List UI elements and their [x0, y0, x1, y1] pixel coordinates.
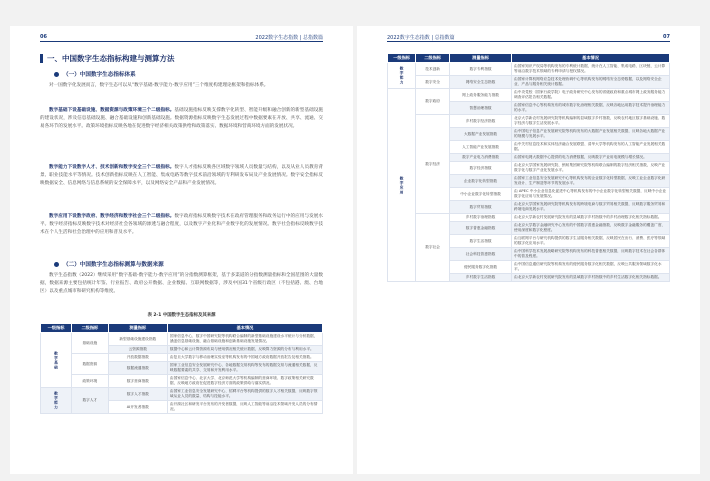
level1-cell: 数字能力: [41, 388, 72, 414]
paragraph: 数字生态指数（2022）继续采用“数字基础-数字能力-数字应用”的分指数测算框架，基于多渠道的分指数测量指标和全国范围的大量数据，数据来源主要包括统计年鉴、行业报告、政府公开数据、企业数据、互联网数据等，涉及中国31个省级行政区（不包括港、澳、台地区）以及重点城市和研究机构等维度。: [40, 273, 323, 295]
description-cell: 由国家工业信息安全发展研究中心、招聘平台等机构提供的数字人才相关数据，反映数字领域从业人员的数量、结构与技能水平。: [167, 388, 322, 401]
running-title: 2022数字生态指数 | 总指数篇: [255, 34, 323, 41]
description-cell: 由中央党校（国家行政学院）电子政务研究中心发布的省级政府和重点城市网上政务服务能力调查评估报告相关数据。: [512, 89, 670, 102]
metric-cell: 新型基础设施建设指数: [108, 333, 167, 346]
description-cell: 由开源社区和研发平台发布的开发者数据，反映人工智能等前沿技术领域开发人员的分布情况。: [167, 401, 322, 414]
metric-cell: 数据流通指数: [108, 362, 167, 375]
left-page: [10, 26, 353, 474]
metric-cell: 数字生活指数: [450, 235, 512, 248]
description-cell: 由国家知识产权局等机构发布的专利统计数据，统计在人工智能、集成电路、区块链、云计算等前沿数字技术领域的专利申请与授权情况。: [512, 63, 670, 76]
description-cell: 由北京大学国家发展研究院等机构发布的跨境电商与数字贸易相关数据，反映数字服务贸易和跨境电商发展水平。: [512, 201, 670, 214]
metric-cell: 数字专利指数: [450, 63, 512, 76]
indicator-table: [40, 323, 323, 414]
level1-cell: 数字能力: [388, 63, 416, 89]
metric-cell: 网络安全生态指数: [450, 76, 512, 89]
bullet-dot-icon: [54, 72, 59, 77]
metric-cell: 社会科技普惠指数: [450, 248, 512, 261]
table-row: [388, 89, 670, 102]
description-cell: 由国家信息中心、北京大学、北京师范大学等机构编制的营商环境、数字政策相关研究数据，反映地方政府在促进数字经济方面的政策供给与落实情况。: [167, 375, 322, 388]
table-header-row: [388, 54, 670, 63]
description-cell: 国家信息中心、数字中国研究院等机构联合编制的新型基础设施建设水平统计与分析数据，涵盖信息基础设施、融合基础设施和创新基础设施发展情况。: [167, 333, 322, 346]
metric-cell: 便民服务数字化指数: [450, 261, 512, 274]
metric-cell: 乡村数字经济指数: [450, 115, 512, 128]
right-page-header: [387, 33, 670, 41]
column-header: 一级指标: [388, 54, 416, 63]
level1-cell: 数字基础: [41, 333, 72, 388]
description-cell: 由 APEC 中小企业信息化促进中心等机构发布的中小企业数字化转型相关数据，反映中小企业数字化应用与发展情况。: [512, 188, 670, 201]
column-header: 基本情况: [167, 324, 322, 333]
metric-cell: 大数据产业发展指数: [450, 128, 512, 141]
description-cell: 由北京大学数字金融研究中心发布的中国数字普惠金融指数，反映数字金融服务的覆盖广度、使用深度和数字化程度。: [512, 222, 670, 235]
section-title: 一、中国数字生态指标构建与测算方法: [40, 53, 175, 64]
metric-cell: 企业数字化转型指数: [450, 175, 512, 188]
metric-cell: 云资源指数: [108, 346, 167, 354]
subsection-heading: （二）中国数字生态指标测算与数据来源: [54, 260, 164, 268]
description-cell: 由国家电网大数据中心提供的电力消费数据，反映数字产业用电规模与增长情况。: [512, 154, 670, 162]
table-row: [41, 375, 323, 388]
description-cell: 由中关村信息技术和实体经济融合发展联盟、清华大学等机构发布的人工智能产业发展相关数据。: [512, 141, 670, 154]
description-cell: 由中国科学技术发展战略研究院等机构发布的科技普惠相关数据，反映数字技术在社会各群体中的普及程度。: [512, 248, 670, 261]
description-cell: 由北京大学新农村发展研究院发布的县域数字乡村指数中的乡村治理数字化相关指标数据。: [512, 214, 670, 222]
description-cell: 数据中心和云计算资源布局与使用情况相关统计数据，反映算力资源的分布与利用水平。: [167, 346, 322, 354]
metric-cell: 乡村数字治理指数: [450, 214, 512, 222]
table-caption: 表 2-1 中国数字生态指标及其来源: [147, 313, 216, 318]
level2-cell: 数据资源: [72, 354, 109, 375]
metric-cell: 开放数据指数: [108, 354, 167, 362]
description-cell: 由互联网平台与研究机构提供的数字生活服务相关数据，反映居民在出行、消费、医疗等领域的数字化应用水平。: [512, 235, 670, 248]
description-cell: 由国家工业信息安全发展研究中心等机构发布的企业数字化转型数据，反映工业企业数字化研发设计、生产制造等环节的发展水平。: [512, 175, 670, 188]
level2-cell: 数字政府: [416, 89, 450, 115]
metric-cell: 智慧治理指数: [450, 102, 512, 115]
column-header: 测量指标: [108, 324, 167, 333]
description-cell: 由北京大学国家发展研究院、蚂蚁集团研究院等机构联合编制的数字经济相关指数，反映产业数字化与数字产业化发展水平。: [512, 162, 670, 175]
table-row: [388, 115, 670, 128]
level2-cell: 数字经济: [416, 115, 450, 214]
level2-cell: 政策环境: [72, 375, 109, 388]
subsection-heading: （一）中国数字生态指标体系: [54, 70, 136, 78]
metric-cell: 数字贸易指数: [450, 201, 512, 214]
paragraph: 数字应用下设数字政府、数字经济和数字社会三个二级指标。数字政府指标反映数字技术在政府管理服务和政务运行中的应用与发展水平。数字经济指标反映数字技术对经济社会各领域的渗透与融合程度，以及数字产业化和产业数字化的发展情况。数字社会指标反映数字技术在个人生活和社会治理中的应用和普及水平。: [40, 214, 323, 236]
metric-cell: 数字产业电力消费指数: [450, 154, 512, 162]
paragraph: 对一国数字化发展而言，数字生态可以从“数字基础-数字能力-数字应用”三个维度构建理论框架和指标体系。: [49, 83, 269, 88]
indicator-table-continued: [387, 53, 670, 282]
metric-cell: 数字普惠金融指数: [450, 222, 512, 235]
metric-cell: 网上政务服务能力指数: [450, 89, 512, 102]
column-header: 二级指标: [72, 324, 109, 333]
metric-cell: 乡村数字生活指数: [450, 274, 512, 282]
paragraph: 数字基础下设基础设施、数据资源与政策环境三个二级指标。基础设施指标反映支撑数字化转型、智能升级和融合创新的新型基础设施的建设状况，涉及信息基础设施、融合基础设施和创新基础设施。数据资源指标反映数字生态发展过程中数据要素在开放、共享、流通、交易各环节的发展水平。政策环境指标反映各地在促进数字经济相关政策供给和政策落实、数据环境和营商环境方面的发展状况。: [40, 108, 323, 130]
table-row: [41, 354, 323, 362]
metric-cell: 数字经济指数: [450, 162, 512, 175]
level2-cell: 数字安全: [416, 76, 450, 89]
page-number: 06: [40, 34, 47, 40]
bullet-dot-icon: [54, 262, 59, 267]
description-cell: 由北京大学新农村发展研究院发布的县域数字乡村指数中的乡村生活数字化相关指标数据。: [512, 274, 670, 282]
table-row: [41, 333, 323, 346]
paragraph: 数字能力下设数字人才、技术创新和数字安全三个二级指标。数字人才指标反映各区域数字领域人员数量与结构，以及从业人员教育背景、职业技能水平等情况。技术创新指标反映在人工智能、集成电路等数字技术前沿领域的专利研发布局及产业发展情况。数字安全指标反映数据安全、信息网络与信息系统的安全保障水平，以及网络安全产品和产业发展情况。: [40, 165, 323, 187]
metric-cell: 中小企业数字化转型指数: [450, 188, 512, 201]
table-row: [41, 388, 323, 401]
description-cell: 由国家信息中心等机构发布的城市数字化治理相关数据，反映各地运用数字技术提升治理能力的水平。: [512, 102, 670, 115]
description-cell: 由中国信息通信研究院等机构发布的便民服务数字化相关数据，反映公共服务领域数字化水平。: [512, 261, 670, 274]
header-rule: [40, 41, 323, 42]
column-header: 一级指标: [41, 324, 72, 333]
page-number: 07: [663, 34, 670, 40]
description-cell: 由国家计算机网络应急技术处理协调中心等机构发布的网络安全态势数据，以及网络安全企业、产品与服务相关统计数据。: [512, 76, 670, 89]
description-cell: 由中国电子信息产业发展研究院等机构发布的大数据产业发展相关数据，反映各地大数据产业的规模与发展水平。: [512, 128, 670, 141]
column-header: 基本情况: [512, 54, 670, 63]
table-row: [388, 63, 670, 76]
column-header: 测量指标: [450, 54, 512, 63]
table-header-row: [41, 324, 323, 333]
level2-cell: 技术创新: [416, 63, 450, 76]
level2-cell: 数字人才: [72, 388, 109, 414]
running-title: 2022数字生态指数 | 总指数篇: [387, 34, 455, 41]
table-row: [388, 214, 670, 222]
table-row: [388, 76, 670, 89]
description-cell: 国家工业信息安全发展研究中心、各地数据交易机构等发布的数据交易与流通相关数据，反映数据要素的共享、交易和开发利用水平。: [167, 362, 322, 375]
metric-cell: 数字人才指数: [108, 388, 167, 401]
header-rule: [387, 41, 670, 42]
description-cell: 北京大学新农村发展研究院等机构编制的县域数字乡村指数，反映农村地区数字基础设施、数字经济与数字生活发展水平。: [512, 115, 670, 128]
title-bar-icon: [40, 54, 43, 63]
description-cell: 由复旦大学数字与移动治理实验室等机构发布的中国地方政府数据开放报告及相关指数。: [167, 354, 322, 362]
column-header: 二级指标: [416, 54, 450, 63]
level1-cell: 数字应用: [388, 89, 416, 282]
metric-cell: 数字营商指数: [108, 375, 167, 388]
right-page: [357, 26, 700, 474]
metric-cell: AI开发者指数: [108, 401, 167, 414]
level2-cell: 数字社会: [416, 214, 450, 282]
level2-cell: 基础设施: [72, 333, 109, 354]
metric-cell: 人工智能产业发展指数: [450, 141, 512, 154]
left-page-header: [40, 33, 323, 41]
